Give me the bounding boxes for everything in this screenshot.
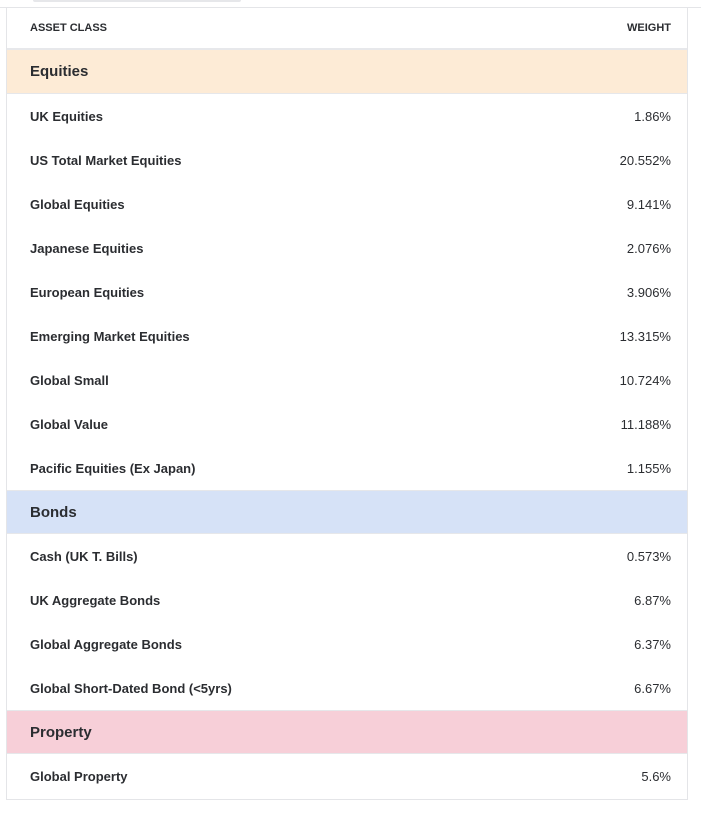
table-row [7, 94, 687, 138]
asset-weight: 13.315% [619, 328, 671, 344]
asset-weight: 5.6% [641, 768, 671, 784]
asset-class-header: ASSET CLASS [30, 22, 108, 34]
table-row [7, 754, 687, 798]
asset-weight: 0.573% [626, 548, 671, 564]
asset-weight: 1.155% [626, 460, 671, 476]
table-row [7, 226, 687, 270]
asset-weight: 20.552% [619, 152, 671, 168]
table-row [7, 578, 687, 622]
right-gutter [688, 8, 689, 800]
group-header-equities [7, 50, 687, 94]
asset-name: Global Equities [30, 196, 125, 212]
asset-name: Global Aggregate Bonds [30, 636, 182, 652]
asset-weight: 6.37% [634, 636, 671, 652]
asset-weight: 2.076% [626, 240, 671, 256]
asset-name: Cash (UK T. Bills) [30, 548, 138, 564]
asset-allocation-table [6, 8, 688, 800]
table-row [7, 622, 687, 666]
asset-name: Global Short-Dated Bond (<5yrs) [30, 680, 232, 696]
asset-name: Japanese Equities [30, 240, 144, 256]
weight-header: WEIGHT [627, 22, 671, 34]
asset-name: UK Aggregate Bonds [30, 592, 161, 608]
table-row [7, 358, 687, 402]
asset-name: Pacific Equities (Ex Japan) [30, 460, 196, 476]
table-row [7, 666, 687, 710]
table-row [7, 314, 687, 358]
group-header-bonds [7, 490, 687, 534]
asset-weight: 6.67% [634, 680, 671, 696]
asset-weight: 11.188% [620, 416, 671, 432]
group-label: Bonds [30, 503, 77, 521]
group-label: Equities [30, 63, 89, 80]
table-row [7, 534, 687, 578]
asset-name: US Total Market Equities [30, 152, 182, 168]
group-label: Property [30, 723, 92, 741]
asset-name: Global Value [30, 416, 109, 432]
asset-name: European Equities [30, 284, 145, 300]
table-row [7, 138, 687, 182]
asset-name: Global Property [30, 768, 128, 784]
asset-weight: 3.906% [626, 284, 671, 300]
asset-name: Emerging Market Equities [30, 328, 190, 344]
asset-weight: 10.724% [619, 372, 671, 388]
table-row [7, 270, 687, 314]
top-tab-fragment[interactable] [33, 0, 241, 2]
asset-name: UK Equities [30, 108, 103, 124]
asset-weight: 1.86% [634, 108, 671, 124]
table-header [7, 8, 687, 50]
asset-weight: 9.141% [626, 196, 671, 212]
group-header-property [7, 710, 687, 754]
asset-weight: 6.87% [634, 592, 671, 608]
table-row [7, 182, 687, 226]
asset-name: Global Small [30, 372, 109, 388]
table-row [7, 446, 687, 490]
table-row [7, 402, 687, 446]
